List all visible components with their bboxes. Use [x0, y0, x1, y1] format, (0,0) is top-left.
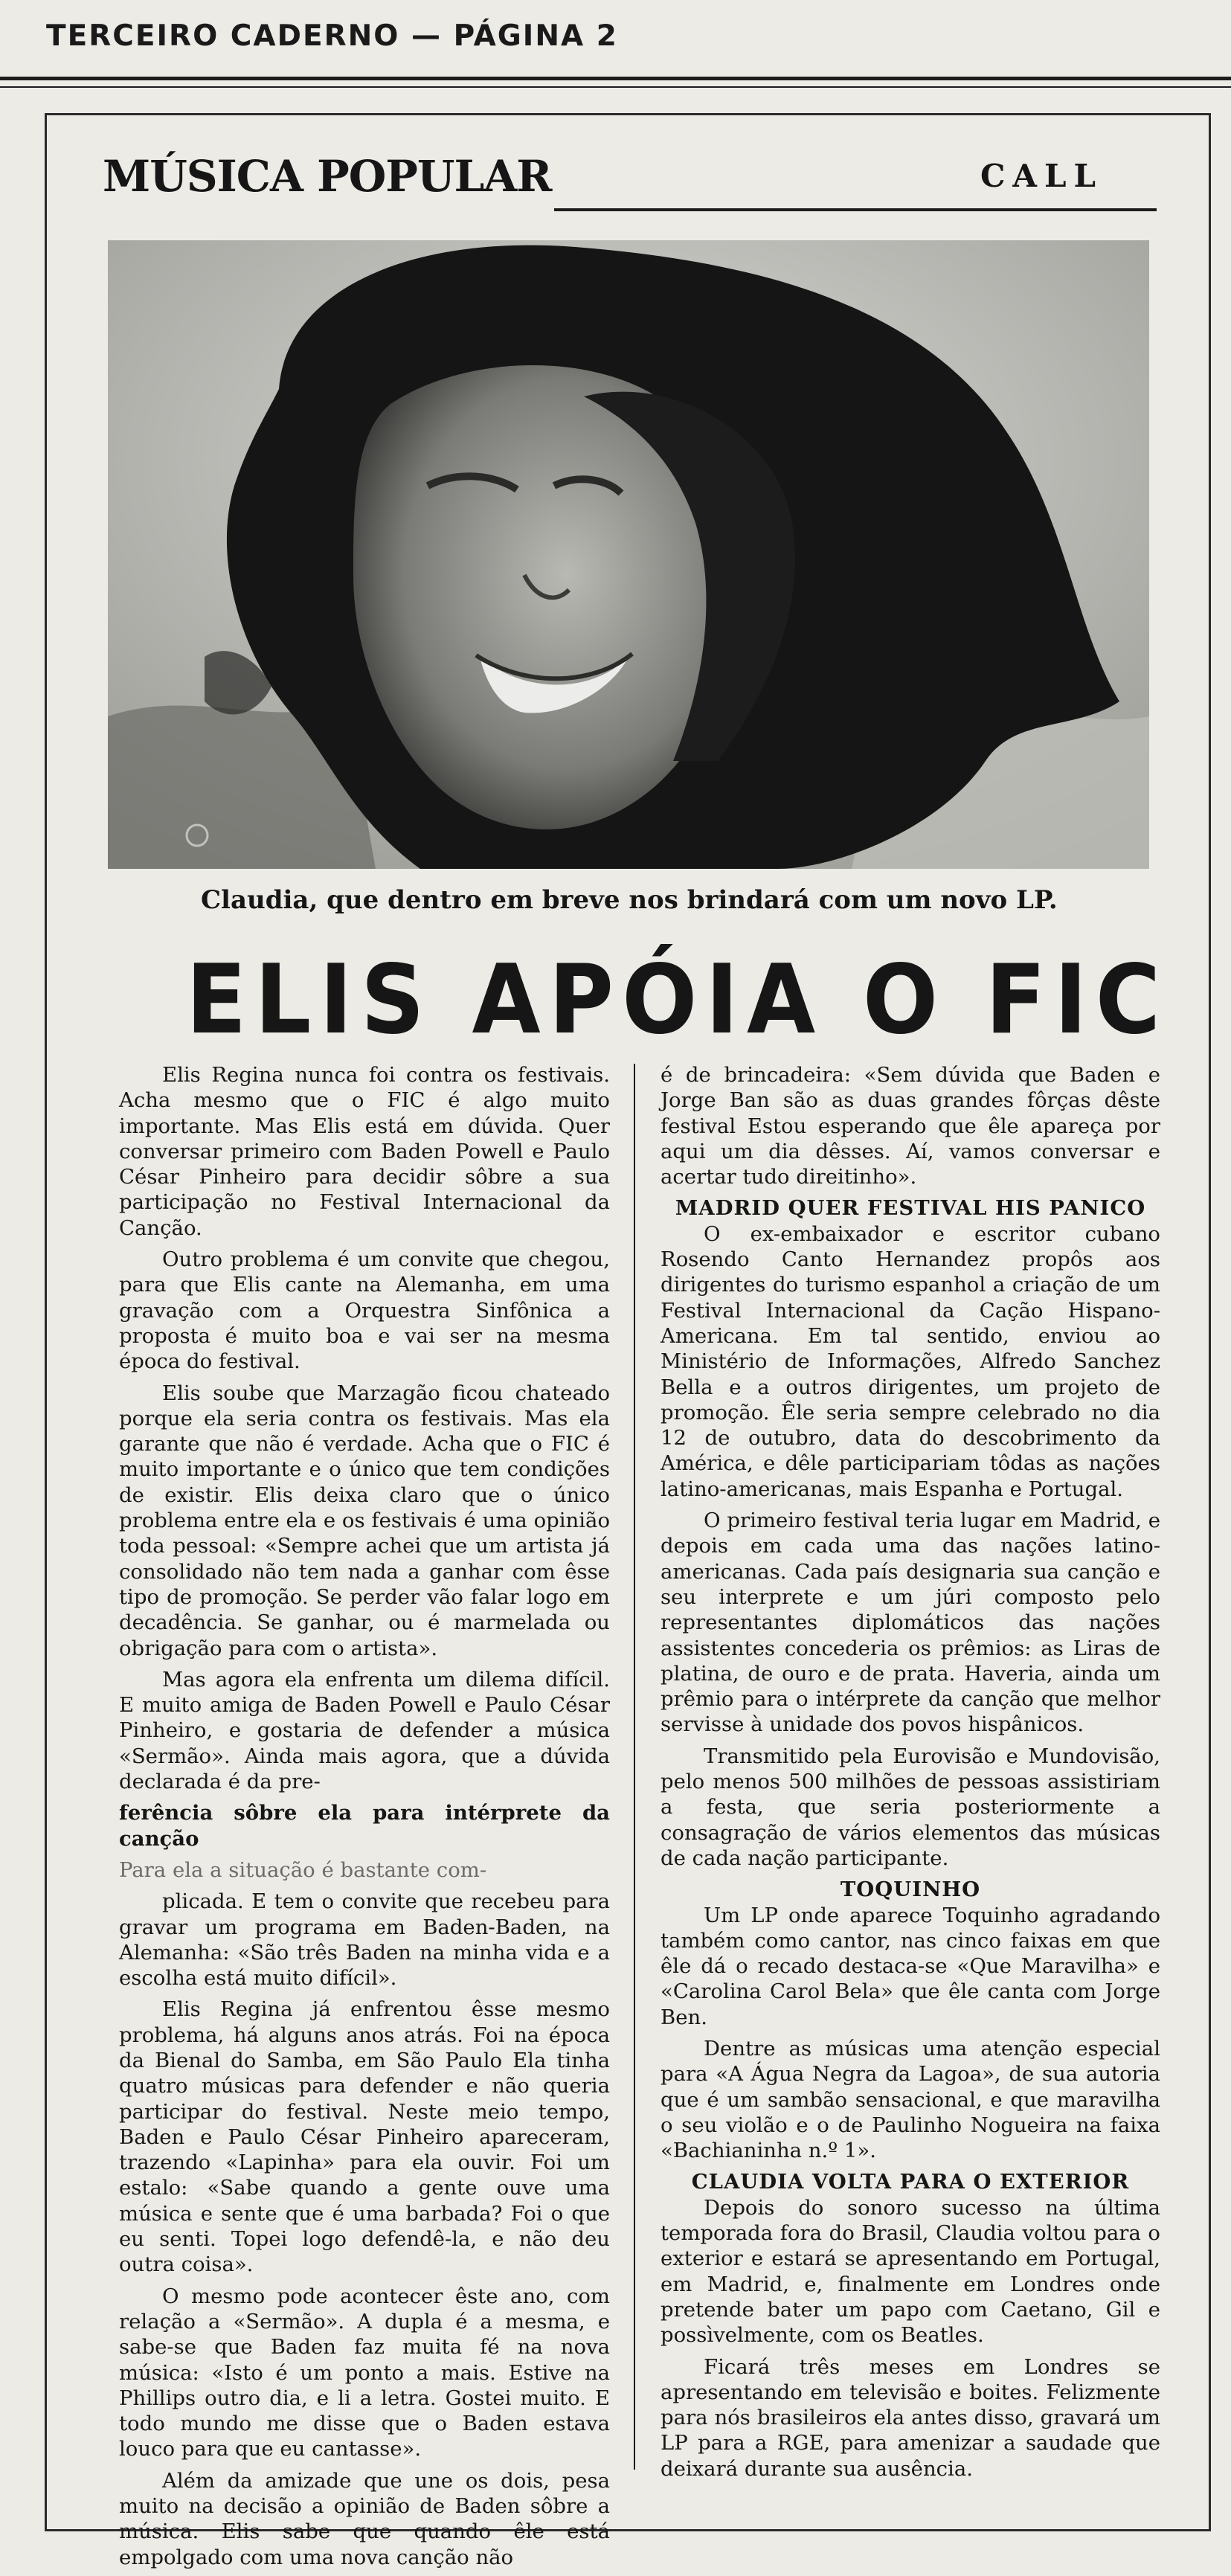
paragraph: Elis Regina já enfrentou êsse mesmo problema, há alguns anos atrás. Foi na época da Bienal do Samba, em São Paulo Ela tinha quatro músicas para defender e não queria participar do festival. Neste meio tempo, Baden e Paulo César Pinheiro apareceram, trazendo «Lapinha» para ela ouvir. Foi um estalo: «Sabe quando a gente ouve uma música e sente que é uma barbada? Foi o que eu senti. Topei logo defendê-la, e não deu outra coisa». [119, 1997, 610, 2277]
paragraph: O mesmo pode acontecer êste ano, com relação a «Sermão». A dupla é a mesma, e sabe-se que Baden faz muita fé na nova música: «Isto é um ponto a mais. Estive na Phillips outro dia, e li a letra. Gostei muito. E todo mundo me disse que o Baden estava louco para que eu cantasse». [119, 2284, 610, 2461]
headline: ELIS APÓIA O FIC [186, 945, 1169, 1056]
paragraph: é de brincadeira: «Sem dúvida que Baden e Jorge Ban são as duas grandes fôrças dêste festival Estou esperando que êle apareça por aqui um dia dêsses. Aí, vamos conversar e acertar tudo direitinho». [661, 1063, 1160, 1189]
paragraph: Outro problema é um convite que chegou, para que Elis cante na Alemanha, em uma gravação com a Orquestra Sinfônica a proposta é muito boa e vai ser na mesma época do festival. [119, 1247, 610, 1374]
paragraph: Além da amizade que une os dois, pesa muito na decisão a opinião de Baden sôbre a música. Elis sabe que quando êle está empolgado com uma nova canção não [119, 2468, 610, 2569]
byline-rule [554, 208, 1157, 211]
paragraph: plicada. E tem o convite que recebeu para gravar um programa em Baden-Baden, na Alemanha: «São três Baden na minha vida e a escolha está muito difícil». [119, 1889, 610, 1991]
smudged-line-faint: Para ela a situação é bastante com- [119, 1857, 487, 1882]
smudged-line-bold: ferência sôbre ela para intérprete da canção [119, 1801, 610, 1851]
paragraph: O primeiro festival teria lugar em Madrid, e depois em cada uma das nações latino-americanas. Cada país designaria sua canção e seu interprete e um júri composto pelo representantes diplomáticos das nações assistentes concederia os prêmios: as Liras de platina, de ouro e de prata. Haveria, ainda um prêmio para o intérprete da canção que melhor servisse à unidade dos povos hispânicos. [661, 1509, 1160, 1737]
paragraph: Transmitido pela Eurovisão e Mundovisão, pelo menos 500 milhões de pessoas assistiriam a festa, que seria posteriormente a consagração de vários elementos das músicas de cada nação participante. [661, 1744, 1160, 1870]
subhead-toquinho: TOQUINHO [840, 1878, 981, 1902]
paragraph: Ficará três meses em Londres se apresentando em televisão e boites. Felizmente para nós brasileiros ela antes disso, gravará um LP para a RGE, para amenizar a saudade que deixará durante sua ausência. [661, 2354, 1160, 2481]
paragraph: Elis soube que Marzagão ficou chateado porque ela seria contra os festivais. Mas ela garante que não é verdade. Acha que o FIC é muito importante e o único que tem condições de existir. Elis deixa claro que o único problema entre ela e os festivais é uma opinião toda pessoal: «Sempre achei que um artista já consolidado não tem nada a ganhar com êsse tipo de promoção. Se perder vão falar logo em decadência. Se ganhar, ou é marmelada ou obrigação para com o artista». [119, 1381, 610, 1660]
page-header: TERCEIRO CADERNO — PÁGINA 2 [46, 19, 618, 53]
photo-caption: Claudia, que dentro em breve nos brindará com um novo LP. [201, 885, 1058, 915]
subhead-madrid: MADRID QUER FESTIVAL HIS PANICO [675, 1196, 1146, 1221]
right-column [661, 1062, 1160, 2487]
portrait-photo-art [108, 240, 1149, 869]
subhead-claudia: CLAUDIA VOLTA PARA O EXTERIOR [691, 2170, 1130, 2194]
paragraph: Depois do sonoro sucesso na última temporada fora do Brasil, Claudia voltou para o exterior e estará se apresentando em Portugal, em Madrid, e, finalmente em Londres onde pretende bater um papo com Caetano, Gil e possìvelmente, com os Beatles. [661, 2195, 1160, 2348]
left-column [119, 1062, 610, 2576]
section-title: MÚSICA POPULAR [103, 151, 552, 202]
byline: CALL [980, 158, 1104, 194]
paragraph: Dentre as músicas uma atenção especial para «A Água Negra da Lagoa», de sua autoria que é um sambão sensacional, e que maravilha o seu violão e o de Paulinho Nogueira na faixa «Bachianinha n.º 1». [661, 2036, 1160, 2163]
paragraph: Mas agora ela enfrenta um dilema difícil. E muito amiga de Baden Powell e Paulo César Pinheiro, e gostaria de defender a música «Sermão». Ainda mais agora, que a dúvida declarada é da pre- [119, 1667, 610, 1794]
paragraph: Um LP onde aparece Toquinho agradando também como cantor, nas cinco faixas em que êle dá o recado destaca-se «Que Maravilha» e «Carolina Carol Bela» que êle canta com Jorge Ben. [661, 1903, 1160, 2029]
paragraph: Elis Regina nunca foi contra os festivais. Acha mesmo que o FIC é algo muito importante. Mas Elis está em dúvida. Quer conversar primeiro com Baden Powell e Paulo César Pinheiro para decidir sôbre a sua participação no Festival Internacional da Canção. [119, 1063, 610, 1240]
header-rule-thin [0, 86, 1231, 88]
header-rule [0, 77, 1231, 80]
column-divider [634, 1064, 635, 2470]
portrait-photo [108, 240, 1149, 869]
paragraph: O ex-embaixador e escritor cubano Rosendo Canto Hernandez propôs aos dirigentes do turismo espanhol a criação de um Festival Internacional da Cação Hispano-Americana. Em tal sentido, enviou ao Ministério de Informações, Alfredo Sanchez Bella e a outros dirigentes, um projeto de promoção. Êle seria sempre celebrado no dia 12 de outubro, data do descobrimento da América, e dêle participariam tôdas as nações latino-americanas, mais Espanha e Portugal. [661, 1221, 1160, 1501]
